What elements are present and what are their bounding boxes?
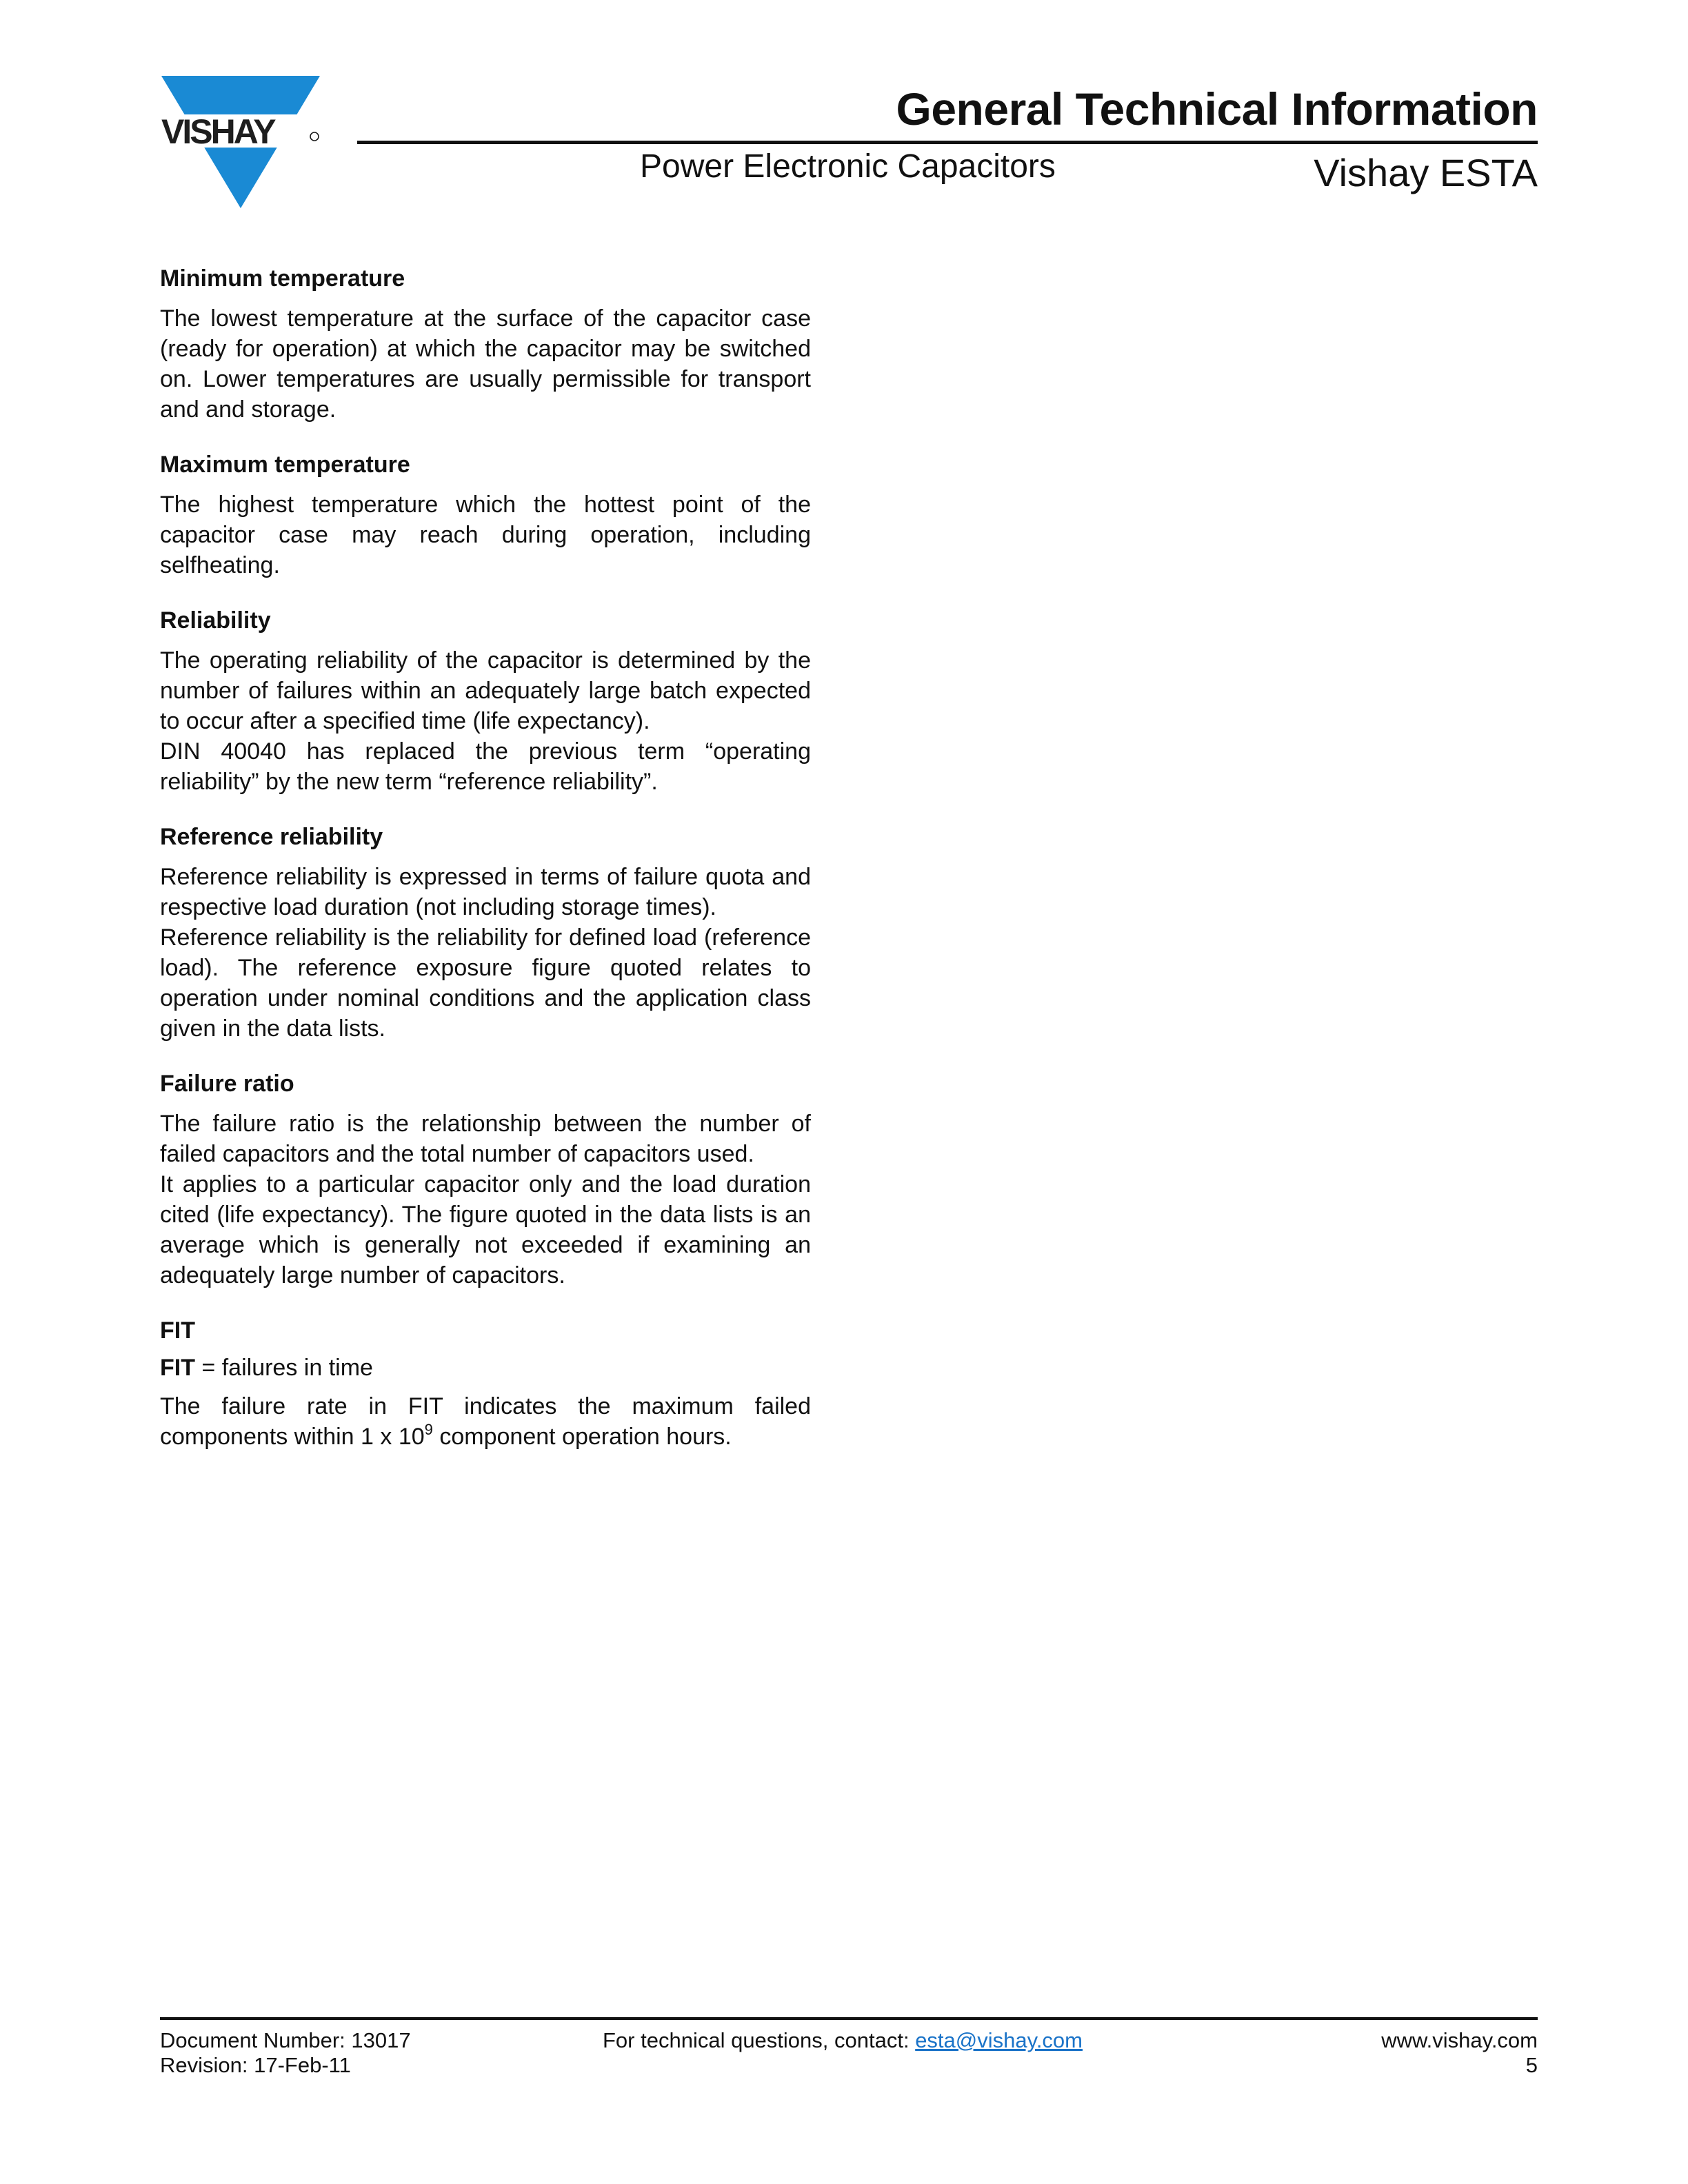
document-subtitle: Power Electronic Capacitors xyxy=(640,148,1056,185)
section-paragraph: The lowest temperature at the surface of the capacitor case (ready for operation) at which the capacitor may be switched on. Lower temperatures are usually permissible for transport and and storage. xyxy=(160,305,811,423)
main-content xyxy=(160,263,811,1477)
document-number: Document Number: 13017 xyxy=(160,2028,411,2052)
company-division: Vishay ESTA xyxy=(1314,151,1538,194)
section-paragraph: Reference reliability is expressed in terms of failure quota and respective load duration (not including storage times). xyxy=(160,864,811,920)
fit-text-after: component operation hours. xyxy=(432,1424,732,1450)
section-heading: Minimum temperature xyxy=(160,265,405,292)
section-reliability xyxy=(160,605,811,797)
logo-text: VISHAY xyxy=(161,112,274,151)
fit-exponent: 9 xyxy=(424,1421,433,1438)
section-failure-ratio xyxy=(160,1069,811,1291)
fit-definition-text: = failures in time xyxy=(194,1355,373,1381)
contact-email-link[interactable]: esta@vishay.com xyxy=(915,2028,1083,2052)
section-paragraph: Reference reliability is the reliability for defined load (reference load). The reference exposure figure quoted relates to operation under nominal conditions and the application class given in the data lists. xyxy=(160,924,811,1042)
section-fit xyxy=(160,1315,811,1452)
document-title: General Technical Information xyxy=(896,83,1538,134)
section-paragraph: The failure ratio is the relationship between the number of failed capacitors and the total number of capacitors used. xyxy=(160,1111,811,1167)
section-heading: FIT xyxy=(160,1317,195,1344)
section-paragraph: It applies to a particular capacitor only and the load duration cited (life expectancy). The figure quoted in the data lists is an average which is generally not exceeded if examining an adequately large number of capacitors. xyxy=(160,1171,811,1288)
section-reference-reliability xyxy=(160,822,811,1044)
footer-divider xyxy=(160,2017,1538,2020)
vishay-logo xyxy=(161,76,320,208)
fit-text-before: The failure rate in FIT indicates the maximum failed components within 1 x 10 xyxy=(160,1393,811,1450)
section-paragraph: The operating reliability of the capacitor is determined by the number of failures within an adequately large batch expected to occur after a specified time (life expectancy). xyxy=(160,647,811,734)
footer-contact xyxy=(603,2028,1083,2053)
website-link[interactable]: www.vishay.com xyxy=(1381,2028,1538,2052)
section-maximum-temperature xyxy=(160,449,811,580)
header-divider xyxy=(357,141,1538,144)
contact-label: For technical questions, contact: xyxy=(603,2028,916,2052)
section-paragraph: DIN 40040 has replaced the previous term “operating reliability” by the new term “reference reliability”. xyxy=(160,738,811,795)
footer-website-info xyxy=(1381,2028,1538,2078)
revision-date: Revision: 17-Feb-11 xyxy=(160,2053,351,2077)
section-heading: Maximum temperature xyxy=(160,452,410,478)
fit-definition xyxy=(160,1353,811,1383)
section-heading: Reliability xyxy=(160,607,271,634)
section-minimum-temperature xyxy=(160,263,811,425)
section-paragraph: The highest temperature which the hottest point of the capacitor case may reach during operation, including selfheating. xyxy=(160,492,811,578)
footer-document-info xyxy=(160,2028,411,2078)
fit-term: FIT xyxy=(160,1355,195,1381)
section-heading: Failure ratio xyxy=(160,1071,294,1097)
section-heading: Reference reliability xyxy=(160,824,383,850)
fit-explanation xyxy=(160,1391,811,1452)
page-number: 5 xyxy=(1525,2053,1538,2077)
